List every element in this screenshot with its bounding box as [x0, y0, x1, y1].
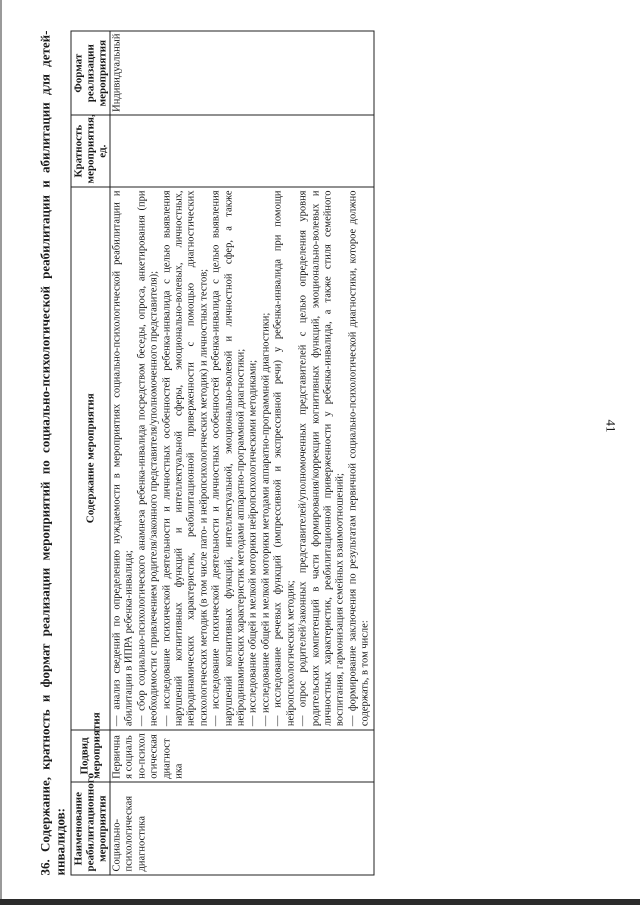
- scan-edge-left: [0, 0, 2, 905]
- table-header-row: [71, 31, 110, 875]
- content-item: — исследование психической деятельности и личностных особенностей ребенка-инвалида с целью выявления нарушений когнитивных функций, интеллектуальной, эмоционально-волевой и личностной сфер, а также нейродинамических характеристик методами аппаратно-программной диагностики;: [210, 190, 247, 727]
- cell-subtype: Первичная социально-психологическая диагностика: [110, 730, 374, 783]
- table-row: [110, 31, 374, 875]
- scan-edge-bottom: [0, 899, 640, 905]
- header-name: Наименование реабилитационного мероприятия: [71, 782, 110, 875]
- header-format: Формат реализации мероприятия: [71, 31, 110, 115]
- rehabilitation-table: [71, 31, 375, 876]
- header-multiplicity: Кратность мероприятия, ед.: [71, 115, 110, 187]
- section-heading: 36. Содержание, кратность и формат реализации мероприятий по социально-психологической реабилитации и абилитации для детей-инвалидов:: [37, 30, 68, 876]
- content-item: — исследование общей и мелкой моторики нейропсихологическими методиками;: [247, 359, 259, 727]
- content-item: — исследование общей и мелкой моторики методами аппаратно-программной диагностики;: [260, 312, 272, 727]
- cell-content: [110, 187, 374, 730]
- content-item: — сбор социально-психологического анамнеза ребенка-инвалида посредством беседы, опроса, анкетирования (при необходимости с привлечением родителя/законного представителя/уполномоченного представителя);: [136, 190, 160, 727]
- rotated-document: [38, 31, 628, 876]
- header-content: Содержание мероприятия: [71, 187, 110, 730]
- content-item: — опрос родителей/законных представителей/уполномоченных представителей с целью определения уровня родительских компетенций в части формирования/коррекции когнитивных функций, эмоционально-волевых и личностных характеристик, реабилитационной приверженности у ребенка-инвалида, а также стиля семейного воспитания, гармонизация семейных взаимоотношений;: [297, 190, 346, 727]
- page-number: 41: [603, 419, 619, 433]
- content-item: — формирование заключения по результатам первичной социально-психологической диагностики, которое должно содержать, в том числе:: [347, 190, 371, 727]
- content-item: — исследование психической деятельности и личностных особенностей ребенка-инвалида с целью выявления нарушений когнитивных функций и интеллектуальной сферы, эмоционально-волевых, личностных, нейродинамических характеристик, реабилитационной приверженности с помощью диагностических психологических методик (в том числе пато- и нейропсихологических методик) и личностных тестов;: [161, 190, 210, 727]
- cell-multiplicity: [110, 115, 374, 187]
- cell-name: Социально-психологическая диагностика: [110, 782, 374, 875]
- header-subtype: Подвид мероприятия: [71, 730, 110, 783]
- content-item: — исследование речевых функций (импрессивной и экспрессивной речи) у ребенка-инвалида при помощи нейропсихологических методик;: [272, 190, 297, 727]
- cell-format: Индивидуальный: [110, 31, 374, 115]
- content-item: — анализ сведений по определению нуждаемости в мероприятиях социально-психологической реабилитации и абилитации в ИПРА ребенка-инвалида;: [111, 190, 135, 727]
